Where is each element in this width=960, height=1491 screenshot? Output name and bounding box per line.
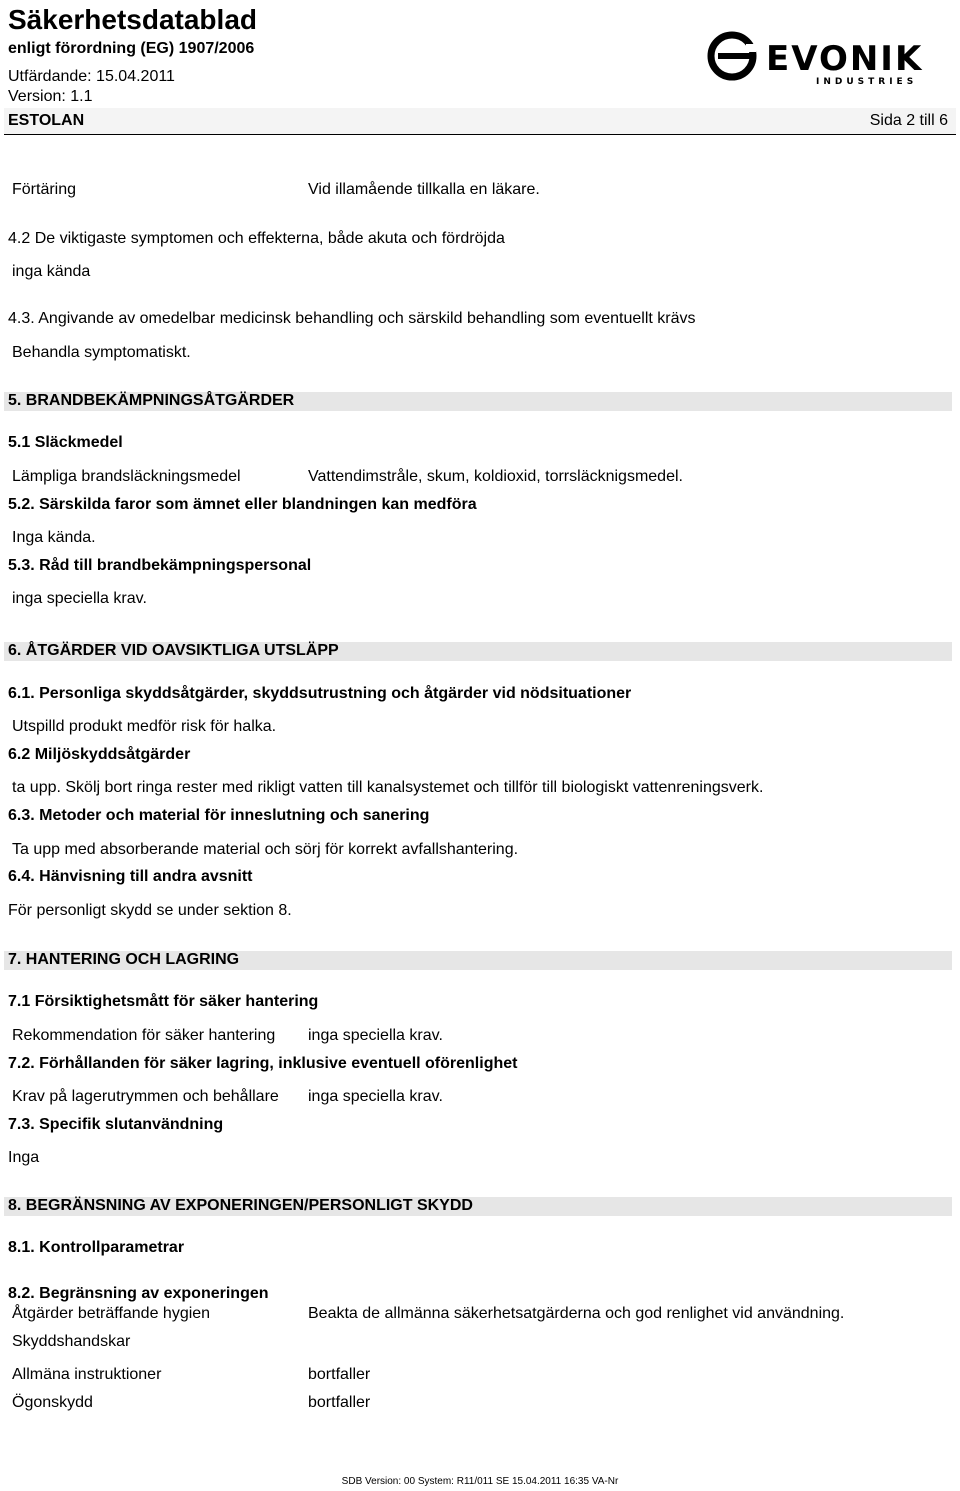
document-title: Säkerhetsdatablad [8, 4, 257, 35]
section-5-3-text: inga speciella krav. [12, 590, 147, 607]
section-7-title: 7. HANTERING OCH LAGRING [8, 951, 240, 968]
eye-protection-label: Ögonskydd [12, 1394, 93, 1411]
evonik-logo-mark-icon [711, 35, 756, 77]
general-instructions-value: bortfaller [308, 1366, 371, 1383]
regulation-subtitle: enligt förordning (EG) 1907/2006 [8, 40, 255, 57]
section-6-1-title: 6.1. Personliga skyddsåtgärder, skyddsutrustning och åtgärder vid nödsituationer [8, 685, 632, 702]
page-number: Sida 2 till 6 [869, 112, 948, 129]
safe-handling-value: inga speciella krav. [308, 1027, 443, 1044]
section-6-2-text: ta upp. Skölj bort ringa rester med rikligt vatten till kanalsystemet och tillför till biologiskt vattenreningsverk. [12, 779, 764, 796]
gloves-label: Skyddshandskar [12, 1333, 131, 1350]
section-6-2-title: 6.2 Miljöskyddsåtgärder [8, 746, 191, 763]
section-8-1-title: 8.1. Kontrollparametrar [8, 1239, 185, 1256]
section-4-2-title: 4.2 De viktigaste symptomen och effekterna, både akuta och fördröjda [8, 230, 505, 247]
extinguishing-media-label: Lämpliga brandsläckningsmedel [12, 468, 241, 485]
section-6-3-text: Ta upp med absorberande material och sörj för korrekt avfallshantering. [12, 841, 519, 858]
version-label: Version: 1.1 [8, 88, 93, 105]
hygiene-value: Beakta de allmänna säkerhetsatgärderna och god renlighet vid användning. [308, 1305, 845, 1322]
section-7-2-title: 7.2. Förhållanden för säker lagring, inklusive eventuell oförenlighet [8, 1055, 518, 1072]
storage-requirements-label: Krav på lagerutrymmen och behållare [12, 1088, 279, 1105]
ingestion-label: Förtäring [12, 181, 77, 198]
eye-protection-value: bortfaller [308, 1394, 371, 1411]
footer-text: SDB Version: 00 System: R11/011 SE 15.04.2011 16:35 VA-Nr [341, 1476, 619, 1487]
storage-requirements-value: inga speciella krav. [308, 1088, 443, 1105]
section-8-title: 8. BEGRÄNSNING AV EXPONERINGEN/PERSONLIGT SKYDD [8, 1197, 473, 1214]
section-6-1-text: Utspilld produkt medför risk för halka. [12, 718, 277, 735]
section-5-title: 5. BRANDBEKÄMPNINGSÅTGÄRDER [8, 392, 295, 409]
logo-word: EVONIK [766, 39, 924, 79]
section-6-3-title: 6.3. Metoder och material för inneslutning och sanering [8, 807, 430, 824]
general-instructions-label: Allmäna instruktioner [12, 1366, 162, 1383]
section-5-3-title: 5.3. Råd till brandbekämpningspersonal [8, 557, 312, 574]
section-5-2-title: 5.2. Särskilda faror som ämnet eller blandningen kan medföra [8, 496, 477, 513]
section-6-title: 6. ÅTGÄRDER VID OAVSIKTLIGA UTSLÄPP [8, 642, 339, 659]
section-7-1-title: 7.1 Försiktighetsmått för säker hantering [8, 993, 319, 1010]
ingestion-value: Vid illamående tillkalla en läkare. [308, 181, 540, 198]
safe-handling-label: Rekommendation för säker hantering [12, 1027, 276, 1044]
header-bar [4, 108, 956, 135]
section-6-4-title: 6.4. Hänvisning till andra avsnitt [8, 868, 253, 885]
section-7-3-title: 7.3. Specifik slutanvändning [8, 1116, 224, 1133]
logo-sub: INDUSTRIES [816, 77, 918, 87]
hygiene-label: Åtgärder beträffande hygien [12, 1305, 211, 1322]
extinguishing-media-value: Vattendimstråle, skum, koldioxid, torrsläcknigsmedel. [308, 468, 683, 485]
section-6-4-text: För personligt skydd se under sektion 8. [8, 902, 292, 919]
issue-date: Utfärdande: 15.04.2011 [8, 68, 175, 85]
section-7-3-text: Inga [8, 1149, 40, 1166]
section-5-1-title: 5.1 Släckmedel [8, 434, 123, 451]
product-name: ESTOLAN [8, 112, 85, 129]
section-5-2-text: Inga kända. [12, 529, 96, 546]
section-8-2-title: 8.2. Begränsning av exponeringen [8, 1285, 269, 1302]
section-4-3-title: 4.3. Angivande av omedelbar medicinsk behandling och särskild behandling som eventuellt krävs [8, 310, 696, 327]
evonik-logo [706, 30, 936, 93]
section-4-3-text: Behandla symptomatiskt. [12, 344, 191, 361]
section-4-2-text: inga kända [12, 263, 91, 280]
